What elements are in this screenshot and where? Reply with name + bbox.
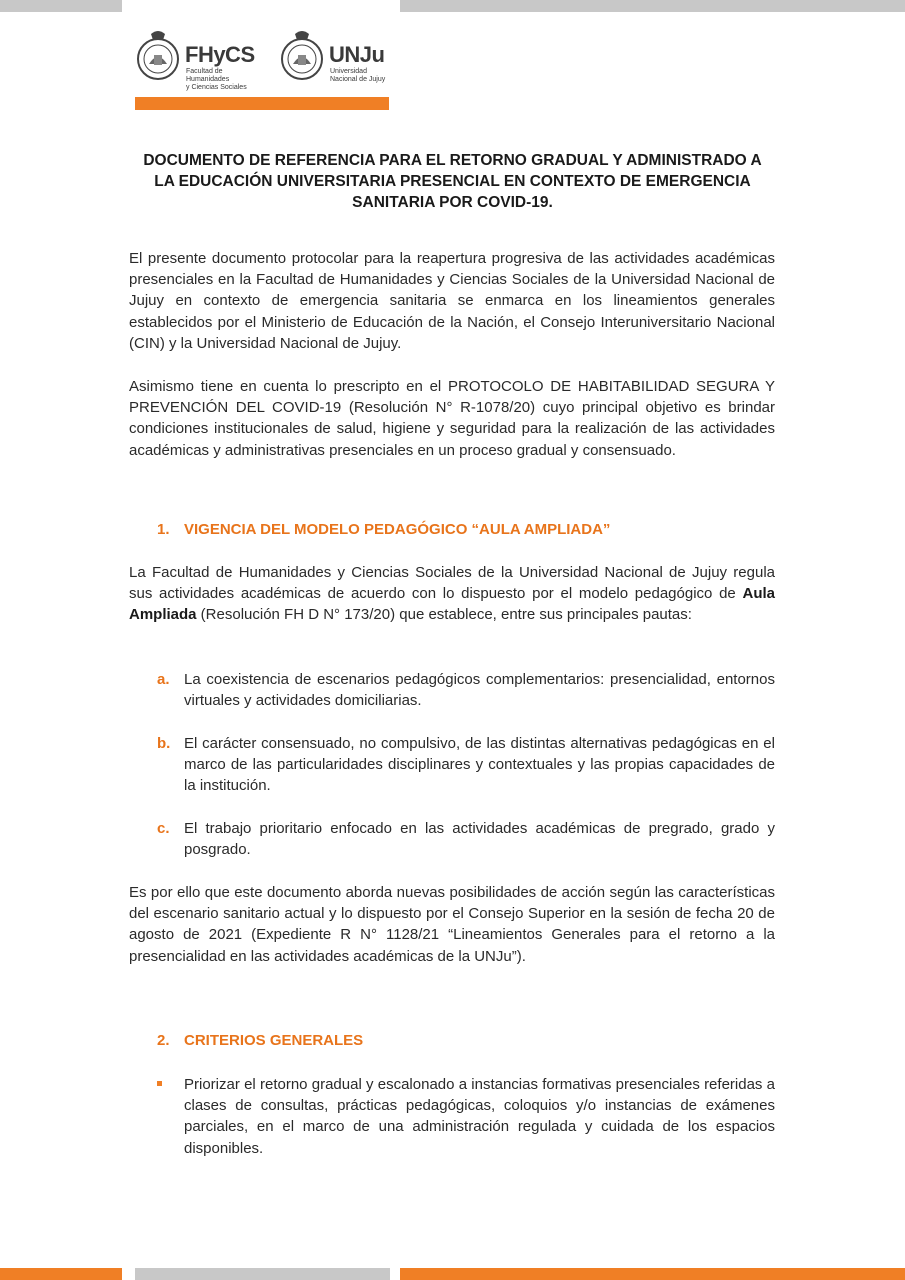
section-1-paragraph-text-end: (Resolución FH D N° 173/20) que establece, entre sus principales pautas:	[196, 606, 692, 624]
fhycs-logo-name: FHyCS	[185, 42, 255, 67]
intro-paragraph-1: El presente documento protocolar para la reapertura progresiva de las actividades académicas presenciales en la Facultad de Humanidades y Ciencias Sociales de la Universidad Nacional de Jujuy en contexto de emergencia sanitaria se enmarca en los lineamientos generales establecidos por el Ministerio de Educación de la Nación, el Consejo Interuniversitario Nacional (CIN) y la Universidad Nacional de Jujuy.	[129, 250, 775, 352]
section-2-title: CRITERIOS GENERALES	[184, 1032, 364, 1049]
bullet-item-text: Priorizar el retorno gradual y escalonado a instancias formativas presenciales referidas a clases de consultas, prácticas pedagógicas, coloquios y/o instancias de exámenes parciales, en el marco de una administración regulada y cuidada de los espacios disponibles.	[184, 1076, 775, 1157]
header-orange-strip	[135, 97, 389, 110]
list-item-marker: a.	[157, 671, 170, 688]
bottom-bar-left	[0, 1268, 122, 1280]
list-item-text: El trabajo prioritario enfocado en las actividades académicas de pregrado, grado y posgrado.	[184, 820, 775, 859]
list-item-text: La coexistencia de escenarios pedagógicos complementarios: presencialidad, entornos virtuales y actividades domiciliarias.	[184, 671, 775, 710]
bottom-bar-right	[400, 1268, 905, 1280]
list-item-marker: b.	[157, 735, 171, 752]
list-item	[157, 669, 775, 711]
unju-seal-icon	[279, 28, 325, 86]
list-item	[157, 818, 775, 860]
unju-logo-name: UNJu	[329, 42, 385, 67]
fhycs-seal-icon	[135, 28, 181, 86]
list-item-marker: c.	[157, 820, 170, 837]
section-1-paragraph	[129, 562, 775, 626]
unju-logo	[279, 28, 395, 88]
section-1-heading	[157, 521, 610, 538]
section-2-number: 2.	[157, 1032, 170, 1049]
aula-ampliada-term: Aula Ampliada	[129, 585, 775, 624]
list-item	[157, 733, 775, 797]
unju-logo-subtitle: Universidad Nacional de Jujuy	[330, 68, 386, 83]
section-1-closing-paragraph: Es por ello que este documento aborda nuevas posibilidades de acción según las características del escenario sanitario actual y lo dispuesto por el Consejo Superior en la sesión de fecha 20 de agosto de 2021 (Expediente R N° 1128/21 “Lineamientos Generales para el retorno a la presencialidad en las actividades académicas de la UNJu”).	[129, 884, 775, 965]
list-item-text: El carácter consensuado, no compulsivo, de las distintas alternativas pedagógicas en el marco de las particularidades disciplinares y contextuales y las propias capacidades de la institución.	[184, 735, 775, 795]
section-1-paragraph-text-start: La Facultad de Humanidades y Ciencias Sociales de la Universidad Nacional de Jujuy regula sus actividades académicas de acuerdo con lo dispuesto por el modelo pedagógico de	[129, 564, 775, 603]
fhycs-logo-subtitle: Facultad de Humanidades y Ciencias Sociales	[186, 68, 247, 91]
bottom-bar-middle	[135, 1268, 390, 1280]
fhycs-logo	[135, 28, 265, 91]
top-bar-right	[400, 0, 905, 12]
intro-paragraph-2: Asimismo tiene en cuenta lo prescripto en el PROTOCOLO DE HABITABILIDAD SEGURA Y PREVENCIÓN DEL COVID-19 (Resolución N° R-1078/20) cuyo principal objetivo es brindar condiciones institucionales de salud, higiene y seguridad para la realización de las actividades académicas y administrativas presenciales en un proceso gradual y consensuado.	[129, 378, 775, 459]
section-1-number: 1.	[157, 521, 170, 538]
section-1-title: VIGENCIA DEL MODELO PEDAGÓGICO “AULA AMPLIADA”	[184, 521, 611, 538]
document-title: DOCUMENTO DE REFERENCIA PARA EL RETORNO GRADUAL Y ADMINISTRADO A LA EDUCACIÓN UNIVERSITARIA PRESENCIAL EN CONTEXTO DE EMERGENCIA SANITARIA POR COVID-19.	[143, 152, 762, 211]
top-bar-left	[0, 0, 122, 12]
bullet-item	[157, 1074, 775, 1159]
header-logos	[135, 28, 395, 91]
bullet-square-icon	[157, 1081, 162, 1086]
section-2-heading	[157, 1032, 363, 1049]
